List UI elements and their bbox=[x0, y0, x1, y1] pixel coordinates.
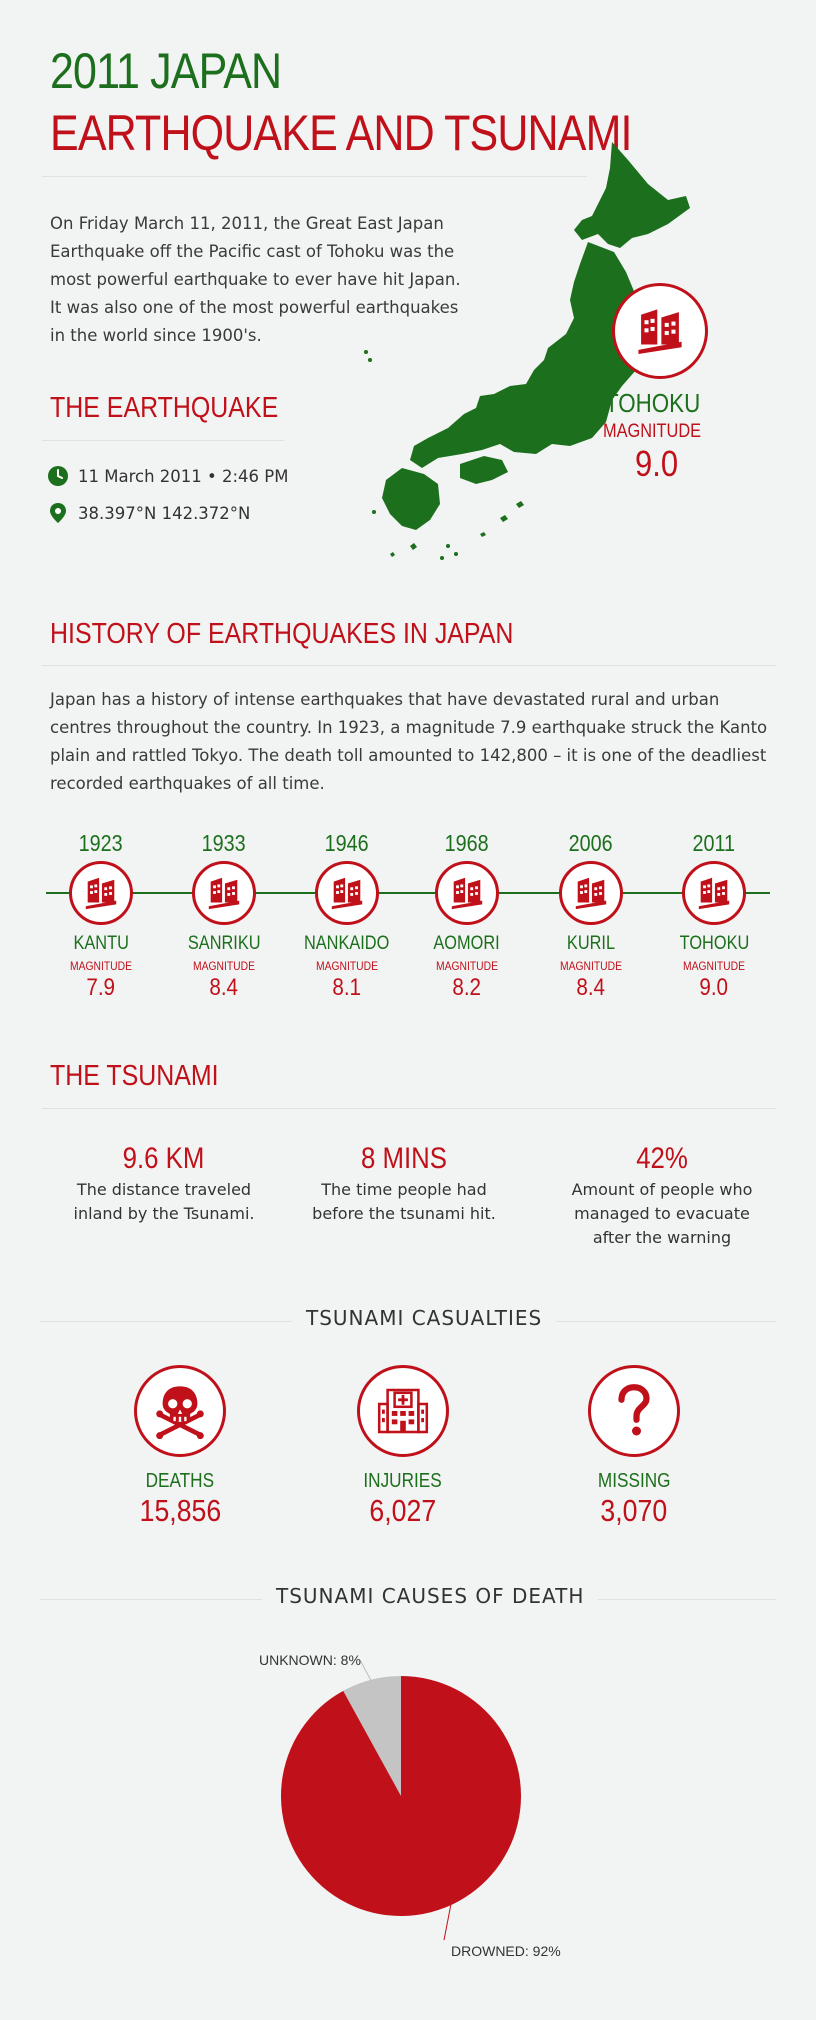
missing-label: MISSING bbox=[597, 1470, 671, 1492]
stat-time-value: 8 MINS bbox=[360, 1142, 448, 1175]
map-kyushu bbox=[382, 468, 440, 530]
clock-icon bbox=[48, 466, 68, 486]
earthquake-coords-row bbox=[48, 503, 250, 523]
casualties-heading: TSUNAMI CASUALTIES bbox=[292, 1306, 556, 1330]
timeline-magnitude: 7.9 bbox=[86, 974, 116, 1001]
question-icon bbox=[609, 1383, 659, 1439]
pie-slice-drowned bbox=[281, 1676, 521, 1916]
causes-pie-chart bbox=[0, 1620, 816, 2000]
earthquake-datetime-row bbox=[48, 466, 288, 486]
timeline-event bbox=[41, 830, 161, 1002]
timeline-event bbox=[164, 830, 284, 1002]
timeline-event bbox=[654, 830, 774, 1002]
epicenter-magnitude-label: MAGNITUDE bbox=[603, 421, 702, 442]
timeline-magnitude: 8.4 bbox=[576, 974, 606, 1001]
casualty-deaths bbox=[90, 1470, 270, 1529]
timeline-name: NANKAIDO bbox=[304, 933, 390, 954]
stat-time bbox=[284, 1142, 524, 1226]
timeline-magnitude-label: MAGNITUDE bbox=[193, 959, 255, 973]
timeline-magnitude-label: MAGNITUDE bbox=[316, 959, 378, 973]
timeline-magnitude: 9.0 bbox=[699, 974, 729, 1001]
tsunami-divider bbox=[42, 1108, 776, 1109]
history-heading: HISTORY OF EARTHQUAKES IN JAPAN bbox=[50, 618, 514, 650]
stat-evacuated-desc: Amount of people who managed to evacuate after the warning bbox=[571, 1180, 753, 1247]
deaths-label: DEATHS bbox=[145, 1470, 215, 1492]
stat-time-desc: The time people had before the tsunami hit. bbox=[312, 1180, 496, 1223]
epicenter-name: TOHOKU bbox=[604, 388, 700, 418]
timeline-year: 1968 bbox=[444, 830, 489, 856]
pie-label-unknown: UNKNOWN: 8% bbox=[259, 1652, 361, 1668]
timeline-year: 2011 bbox=[692, 830, 736, 856]
timeline-year: 1946 bbox=[324, 830, 369, 856]
casualty-injuries bbox=[313, 1470, 493, 1529]
timeline-magnitude: 8.4 bbox=[209, 974, 239, 1001]
timeline-badge bbox=[682, 861, 746, 925]
title-year: 2011 JAPAN bbox=[50, 43, 282, 99]
timeline-magnitude-label: MAGNITUDE bbox=[436, 959, 498, 973]
collapsed-building-icon bbox=[572, 874, 610, 912]
casualty-missing bbox=[544, 1470, 724, 1529]
pie-leader-line bbox=[444, 1903, 451, 1940]
timeline-year: 2006 bbox=[568, 830, 613, 856]
timeline-magnitude: 8.1 bbox=[332, 974, 362, 1001]
missing-value: 3,070 bbox=[600, 1493, 668, 1528]
timeline-name: TOHOKU bbox=[679, 933, 749, 954]
timeline-event bbox=[287, 830, 407, 1002]
collapsed-building-icon bbox=[328, 874, 366, 912]
pie-label-drowned: DROWNED: 92% bbox=[451, 1943, 561, 1959]
timeline-badge bbox=[69, 861, 133, 925]
timeline-name: SANRIKU bbox=[187, 933, 261, 954]
earthquake-coordinates: 38.397°N 142.372°N bbox=[78, 503, 251, 523]
deaths-badge bbox=[134, 1365, 226, 1457]
tohoku-badge bbox=[612, 283, 708, 379]
timeline-magnitude-label: MAGNITUDE bbox=[70, 959, 132, 973]
hospital-icon bbox=[375, 1383, 431, 1439]
timeline-badge bbox=[192, 861, 256, 925]
deaths-value: 15,856 bbox=[139, 1493, 221, 1528]
location-pin-icon bbox=[48, 503, 68, 523]
earthquake-heading: THE EARTHQUAKE bbox=[50, 392, 279, 424]
timeline-magnitude: 8.2 bbox=[452, 974, 482, 1001]
map-hokkaido bbox=[574, 142, 690, 248]
timeline-badge bbox=[315, 861, 379, 925]
history-divider bbox=[42, 665, 776, 666]
timeline-badge bbox=[559, 861, 623, 925]
timeline-event bbox=[407, 830, 527, 1002]
missing-badge bbox=[588, 1365, 680, 1457]
history-paragraph: Japan has a history of intense earthquakes that have devastated rural and urban centres throughout the country. In 1923, a magnitude 7.9 earthquake struck the Kanto plain and rattled Tokyo. The death toll amounted to 142,800 – it is one of the deadliest recorded earthquakes of all time. bbox=[50, 690, 768, 793]
injuries-label: INJURIES bbox=[363, 1470, 443, 1492]
timeline-magnitude-label: MAGNITUDE bbox=[560, 959, 622, 973]
earthquake-divider bbox=[42, 440, 284, 441]
stat-distance-desc: The distance traveled inland by the Tsunami. bbox=[73, 1180, 255, 1223]
page-title: EARTHQUAKE AND TSUNAMI bbox=[50, 105, 632, 161]
timeline-year: 1933 bbox=[201, 830, 246, 856]
epicenter-magnitude: 9.0 bbox=[634, 443, 679, 484]
timeline-year: 1923 bbox=[78, 830, 123, 856]
collapsed-building-icon bbox=[205, 874, 243, 912]
injuries-badge bbox=[357, 1365, 449, 1457]
skull-icon bbox=[151, 1382, 209, 1440]
collapsed-building-icon bbox=[448, 874, 486, 912]
timeline-name: AOMORI bbox=[433, 933, 501, 954]
stat-evacuated-value: 42% bbox=[636, 1142, 688, 1175]
timeline-event bbox=[531, 830, 651, 1002]
timeline-magnitude-label: MAGNITUDE bbox=[683, 959, 745, 973]
collapsed-building-icon bbox=[695, 874, 733, 912]
chart-title: TSUNAMI CAUSES OF DEATH bbox=[262, 1584, 598, 1608]
injuries-value: 6,027 bbox=[369, 1493, 437, 1528]
timeline-name: KANTU bbox=[73, 933, 129, 954]
tsunami-heading: THE TSUNAMI bbox=[50, 1060, 219, 1092]
intro-paragraph: On Friday March 11, 2011, the Great East Japan Earthquake off the Pacific cast of Tohoku was the most powerful earthquake to ever have hit Japan. It was also one of the most powerful earthquakes in the world since 1900's. bbox=[50, 214, 461, 345]
map-shikoku bbox=[460, 456, 508, 484]
pie-leader-line bbox=[360, 1660, 372, 1682]
stat-distance-value: 9.6 KM bbox=[123, 1142, 205, 1175]
timeline-badge bbox=[435, 861, 499, 925]
stat-evacuated bbox=[542, 1142, 782, 1250]
timeline-name: KURIL bbox=[566, 933, 616, 954]
earthquake-datetime: 11 March 2011 • 2:46 PM bbox=[78, 466, 289, 486]
stat-distance bbox=[44, 1142, 284, 1226]
collapsed-building-icon bbox=[82, 874, 120, 912]
collapsed-building-icon bbox=[633, 304, 687, 358]
